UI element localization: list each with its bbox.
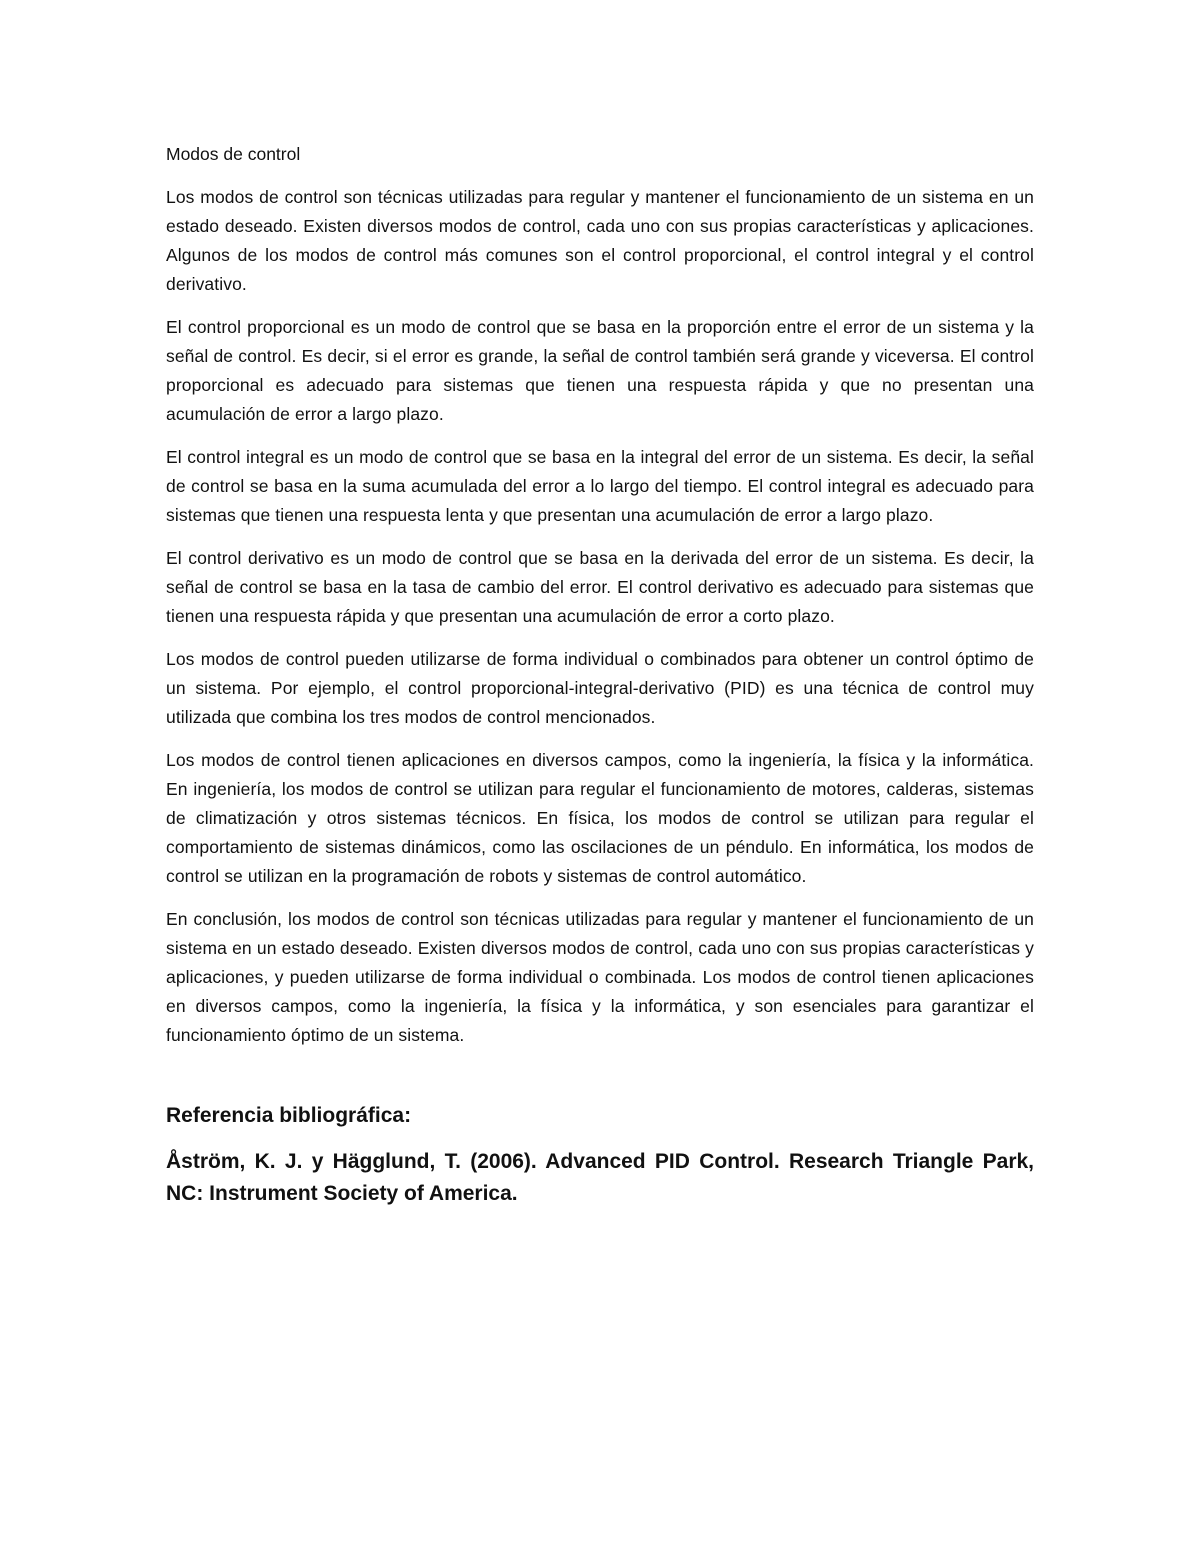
- paragraph-derivative-control: El control derivativo es un modo de control que se basa en la derivada del error de un sistema. Es decir, la señal de control se basa en la tasa de cambio del error. El control derivativo es adecuado para sistemas que tienen una respuesta rápida y que presentan una acumulación de error a corto plazo.: [166, 548, 1034, 626]
- paragraph-conclusion: En conclusión, los modos de control son técnicas utilizadas para regular y mantener el funcionamiento de un sistema en un estado deseado. Existen diversos modos de control, cada uno con sus propias características y aplicaciones, y pueden utilizarse de forma individual o combinada. Los modos de control tienen aplicaciones en diversos campos, como la ingeniería, la física y la informática, y son esenciales para garantizar el funcionamiento óptimo de un sistema.: [166, 909, 1034, 1045]
- reference-entry: Åström, K. J. y Hägglund, T. (2006). Advanced PID Control. Research Triangle Park, NC: Instrument Society of America.: [166, 1150, 1034, 1205]
- paragraph-pid-combination: Los modos de control pueden utilizarse de forma individual o combinados para obtener un control óptimo de un sistema. Por ejemplo, el control proporcional-integral-derivativo (PID) es una técnica de control muy utilizada que combina los tres modos de control mencionados.: [166, 649, 1034, 727]
- document-title: Modos de control: [166, 144, 301, 164]
- document-page: [166, 140, 1034, 1210]
- paragraph-integral-control: El control integral es un modo de control que se basa en la integral del error de un sistema. Es decir, la señal de control se basa en la suma acumulada del error a lo largo del tiempo. El control integral es adecuado para sistemas que tienen una respuesta lenta y que presentan una acumulación de error a largo plazo.: [166, 447, 1034, 525]
- references-heading: Referencia bibliográfica:: [166, 1104, 412, 1127]
- paragraph-introduction: Los modos de control son técnicas utilizadas para regular y mantener el funcionamiento de un sistema en un estado deseado. Existen diversos modos de control, cada uno con sus propias características y aplicaciones. Algunos de los modos de control más comunes son el control proporcional, el control integral y el control derivativo.: [166, 187, 1034, 294]
- paragraph-proportional-control: El control proporcional es un modo de control que se basa en la proporción entre el error de un sistema y la señal de control. Es decir, si el error es grande, la señal de control también será grande y viceversa. El control proporcional es adecuado para sistemas que tienen una respuesta rápida y que no presentan una acumulación de error a largo plazo.: [166, 317, 1034, 424]
- references-section: [166, 1100, 1034, 1210]
- paragraph-applications: Los modos de control tienen aplicaciones en diversos campos, como la ingeniería, la física y la informática. En ingeniería, los modos de control se utilizan para regular el funcionamiento de motores, calderas, sistemas de climatización y otros sistemas técnicos. En física, los modos de control se utilizan para regular el comportamiento de sistemas dinámicos, como las oscilaciones de un péndulo. En informática, los modos de control se utilizan en la programación de robots y sistemas de control automático.: [166, 750, 1034, 886]
